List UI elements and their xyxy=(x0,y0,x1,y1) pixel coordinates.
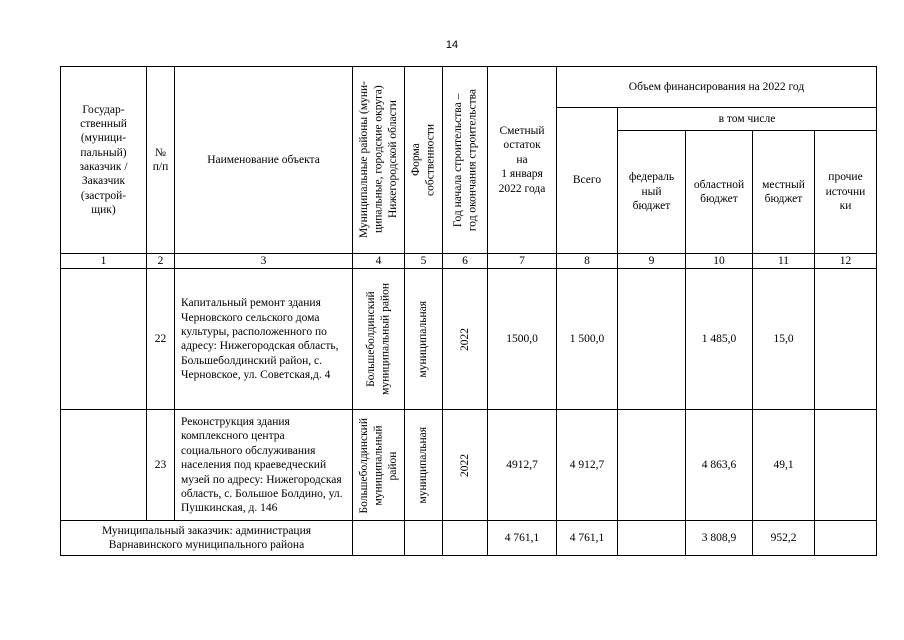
header-number: № п/п xyxy=(147,67,175,254)
header-other: прочие источни ки xyxy=(815,131,877,254)
header-districts: Муниципальные районы (муни- ципальные, городские округа) Нижегородской области xyxy=(353,67,405,254)
header-customer: Государ- ственный (муници- пальный) заказчик / Заказчик (застрой- щик) xyxy=(61,67,147,254)
object-name: Реконструкция здания комплексного центра социального обслуживания населения под краеведческий музей по адресу: Нижегородская область, с. Большое Болдино, ул. Пушкинская, д. 146 xyxy=(175,410,353,521)
header-total: Всего xyxy=(557,108,618,254)
column-number-row xyxy=(61,254,877,269)
summary-ownership xyxy=(405,521,443,556)
local-cell: 15,0 xyxy=(753,269,815,410)
other-cell xyxy=(815,269,877,410)
header-years: Год начала строительства – год окончания строительства xyxy=(443,67,488,254)
local-cell: 49,1 xyxy=(753,410,815,521)
ownership-cell: муниципальная xyxy=(405,269,443,410)
summary-year xyxy=(443,521,488,556)
federal-cell xyxy=(618,410,686,521)
customer-cell xyxy=(61,410,147,521)
district-cell: Большеболдинский муниципальный район xyxy=(353,269,405,410)
column-number: 12 xyxy=(815,254,877,269)
summary-label: Муниципальный заказчик: администрация Варнавинского муниципального района xyxy=(61,521,353,556)
summary-other xyxy=(815,521,877,556)
regional-cell: 4 863,6 xyxy=(686,410,753,521)
summary-row xyxy=(61,521,877,556)
column-number: 7 xyxy=(488,254,557,269)
column-number: 11 xyxy=(753,254,815,269)
header-estimated-balance: Сметный остаток на 1 января 2022 года xyxy=(488,67,557,254)
balance-cell: 1500,0 xyxy=(488,269,557,410)
header-ownership: Форма собственности xyxy=(405,67,443,254)
header-object-name: Наименование объекта xyxy=(175,67,353,254)
federal-cell xyxy=(618,269,686,410)
district-cell: Большеболдинский муниципальный район xyxy=(353,410,405,521)
financing-table xyxy=(60,66,877,556)
column-number: 3 xyxy=(175,254,353,269)
summary-federal xyxy=(618,521,686,556)
year-cell: 2022 xyxy=(443,269,488,410)
header-financing-volume: Объем финансирования на 2022 год xyxy=(557,67,877,108)
summary-district xyxy=(353,521,405,556)
summary-local: 952,2 xyxy=(753,521,815,556)
column-number: 4 xyxy=(353,254,405,269)
year-cell: 2022 xyxy=(443,410,488,521)
column-number: 2 xyxy=(147,254,175,269)
balance-cell: 4912,7 xyxy=(488,410,557,521)
column-number: 5 xyxy=(405,254,443,269)
table-row xyxy=(61,410,877,521)
total-cell: 1 500,0 xyxy=(557,269,618,410)
header-local: местный бюджет xyxy=(753,131,815,254)
column-number: 1 xyxy=(61,254,147,269)
header-regional: областной бюджет xyxy=(686,131,753,254)
summary-regional: 3 808,9 xyxy=(686,521,753,556)
header-including: в том числе xyxy=(618,108,877,131)
ownership-cell: муниципальная xyxy=(405,410,443,521)
column-number: 6 xyxy=(443,254,488,269)
summary-balance: 4 761,1 xyxy=(488,521,557,556)
summary-total: 4 761,1 xyxy=(557,521,618,556)
column-number: 9 xyxy=(618,254,686,269)
column-number: 8 xyxy=(557,254,618,269)
row-number: 22 xyxy=(147,269,175,410)
column-number: 10 xyxy=(686,254,753,269)
table-row xyxy=(61,269,877,410)
total-cell: 4 912,7 xyxy=(557,410,618,521)
regional-cell: 1 485,0 xyxy=(686,269,753,410)
header-federal: федераль ный бюджет xyxy=(618,131,686,254)
other-cell xyxy=(815,410,877,521)
object-name: Капитальный ремонт здания Черновского сельского дома культуры, расположенного по адресу: Нижегородская область, Большеболдинский район, с. Черновское, ул. Советская,д. 4 xyxy=(175,269,353,410)
row-number: 23 xyxy=(147,410,175,521)
customer-cell xyxy=(61,269,147,410)
page-number: 14 xyxy=(445,39,459,51)
